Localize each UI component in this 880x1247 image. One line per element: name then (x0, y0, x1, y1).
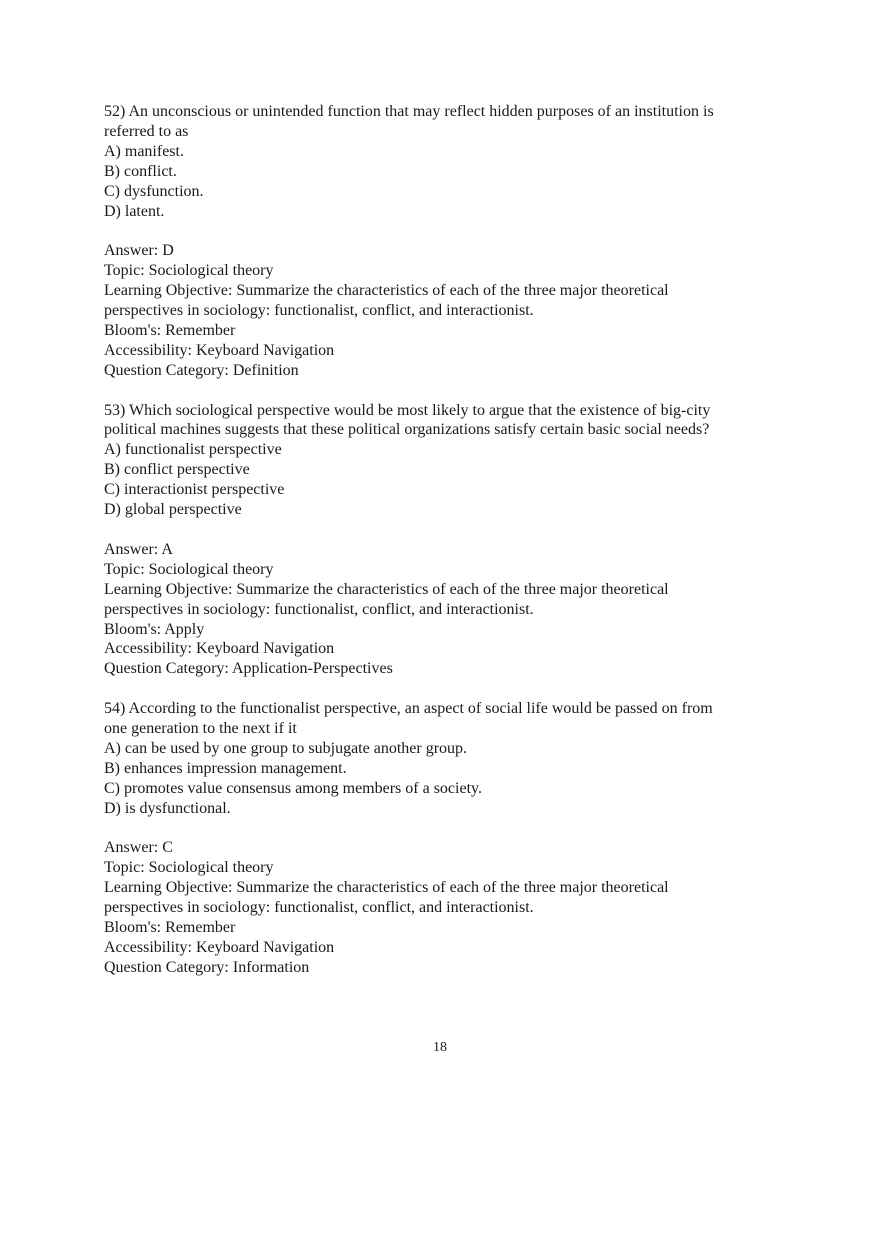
learning-objective-line: Learning Objective: Summarize the characteristics of each of the three major theoretical (104, 282, 669, 300)
blooms-level: Bloom's: Remember (104, 919, 236, 937)
learning-objective-line: Learning Objective: Summarize the characteristics of each of the three major theoretical (104, 580, 669, 598)
answer-option: D) is dysfunctional. (104, 799, 231, 817)
answer-option: C) dysfunction. (104, 182, 204, 200)
answer-key: Answer: D (104, 242, 174, 260)
blooms-level: Bloom's: Apply (104, 620, 205, 638)
question-stem-line: one generation to the next if it (104, 720, 297, 738)
answer-option: A) can be used by one group to subjugate another group. (104, 739, 468, 757)
topic: Topic: Sociological theory (104, 560, 274, 578)
question-category: Question Category: Application-Perspectives (104, 660, 393, 678)
answer-option: D) latent. (104, 202, 165, 220)
answer-key: Answer: A (104, 540, 173, 558)
question-stem-line: 53) Which sociological perspective would be most likely to argue that the existence of big-city (104, 401, 711, 419)
answer-option: D) global perspective (104, 501, 242, 519)
learning-objective-line: Learning Objective: Summarize the characteristics of each of the three major theoretical (104, 879, 669, 897)
page-number: 18 (433, 1040, 447, 1055)
question-53 (104, 401, 784, 680)
topic: Topic: Sociological theory (104, 262, 274, 280)
answer-option: B) conflict. (104, 162, 177, 180)
question-stem-line: 54) According to the functionalist perspective, an aspect of social life would be passed on from (104, 700, 713, 718)
question-category: Question Category: Information (104, 958, 310, 976)
blooms-level: Bloom's: Remember (104, 321, 236, 339)
question-category: Question Category: Definition (104, 361, 299, 379)
topic: Topic: Sociological theory (104, 859, 274, 877)
page-content (104, 102, 784, 978)
answer-option: A) manifest. (104, 142, 184, 160)
answer-option: C) interactionist perspective (104, 481, 285, 499)
answer-option: A) functionalist perspective (104, 441, 282, 459)
answer-option: B) conflict perspective (104, 461, 250, 479)
accessibility: Accessibility: Keyboard Navigation (104, 640, 335, 658)
learning-objective-line: perspectives in sociology: functionalist, conflict, and interactionist. (104, 600, 534, 618)
question-54 (104, 699, 784, 978)
learning-objective-line: perspectives in sociology: functionalist, conflict, and interactionist. (104, 899, 534, 917)
question-stem-line: 52) An unconscious or unintended function that may reflect hidden purposes of an institution is (104, 103, 714, 120)
answer-key: Answer: C (104, 839, 173, 857)
question-52 (104, 102, 784, 381)
question-stem-line: referred to as (104, 122, 189, 140)
answer-option: B) enhances impression management. (104, 759, 347, 777)
answer-option: C) promotes value consensus among members of a society. (104, 779, 482, 797)
accessibility: Accessibility: Keyboard Navigation (104, 341, 335, 359)
question-stem-line: political machines suggests that these political organizations satisfy certain basic social needs? (104, 421, 710, 439)
accessibility: Accessibility: Keyboard Navigation (104, 938, 335, 956)
learning-objective-line: perspectives in sociology: functionalist, conflict, and interactionist. (104, 302, 534, 320)
